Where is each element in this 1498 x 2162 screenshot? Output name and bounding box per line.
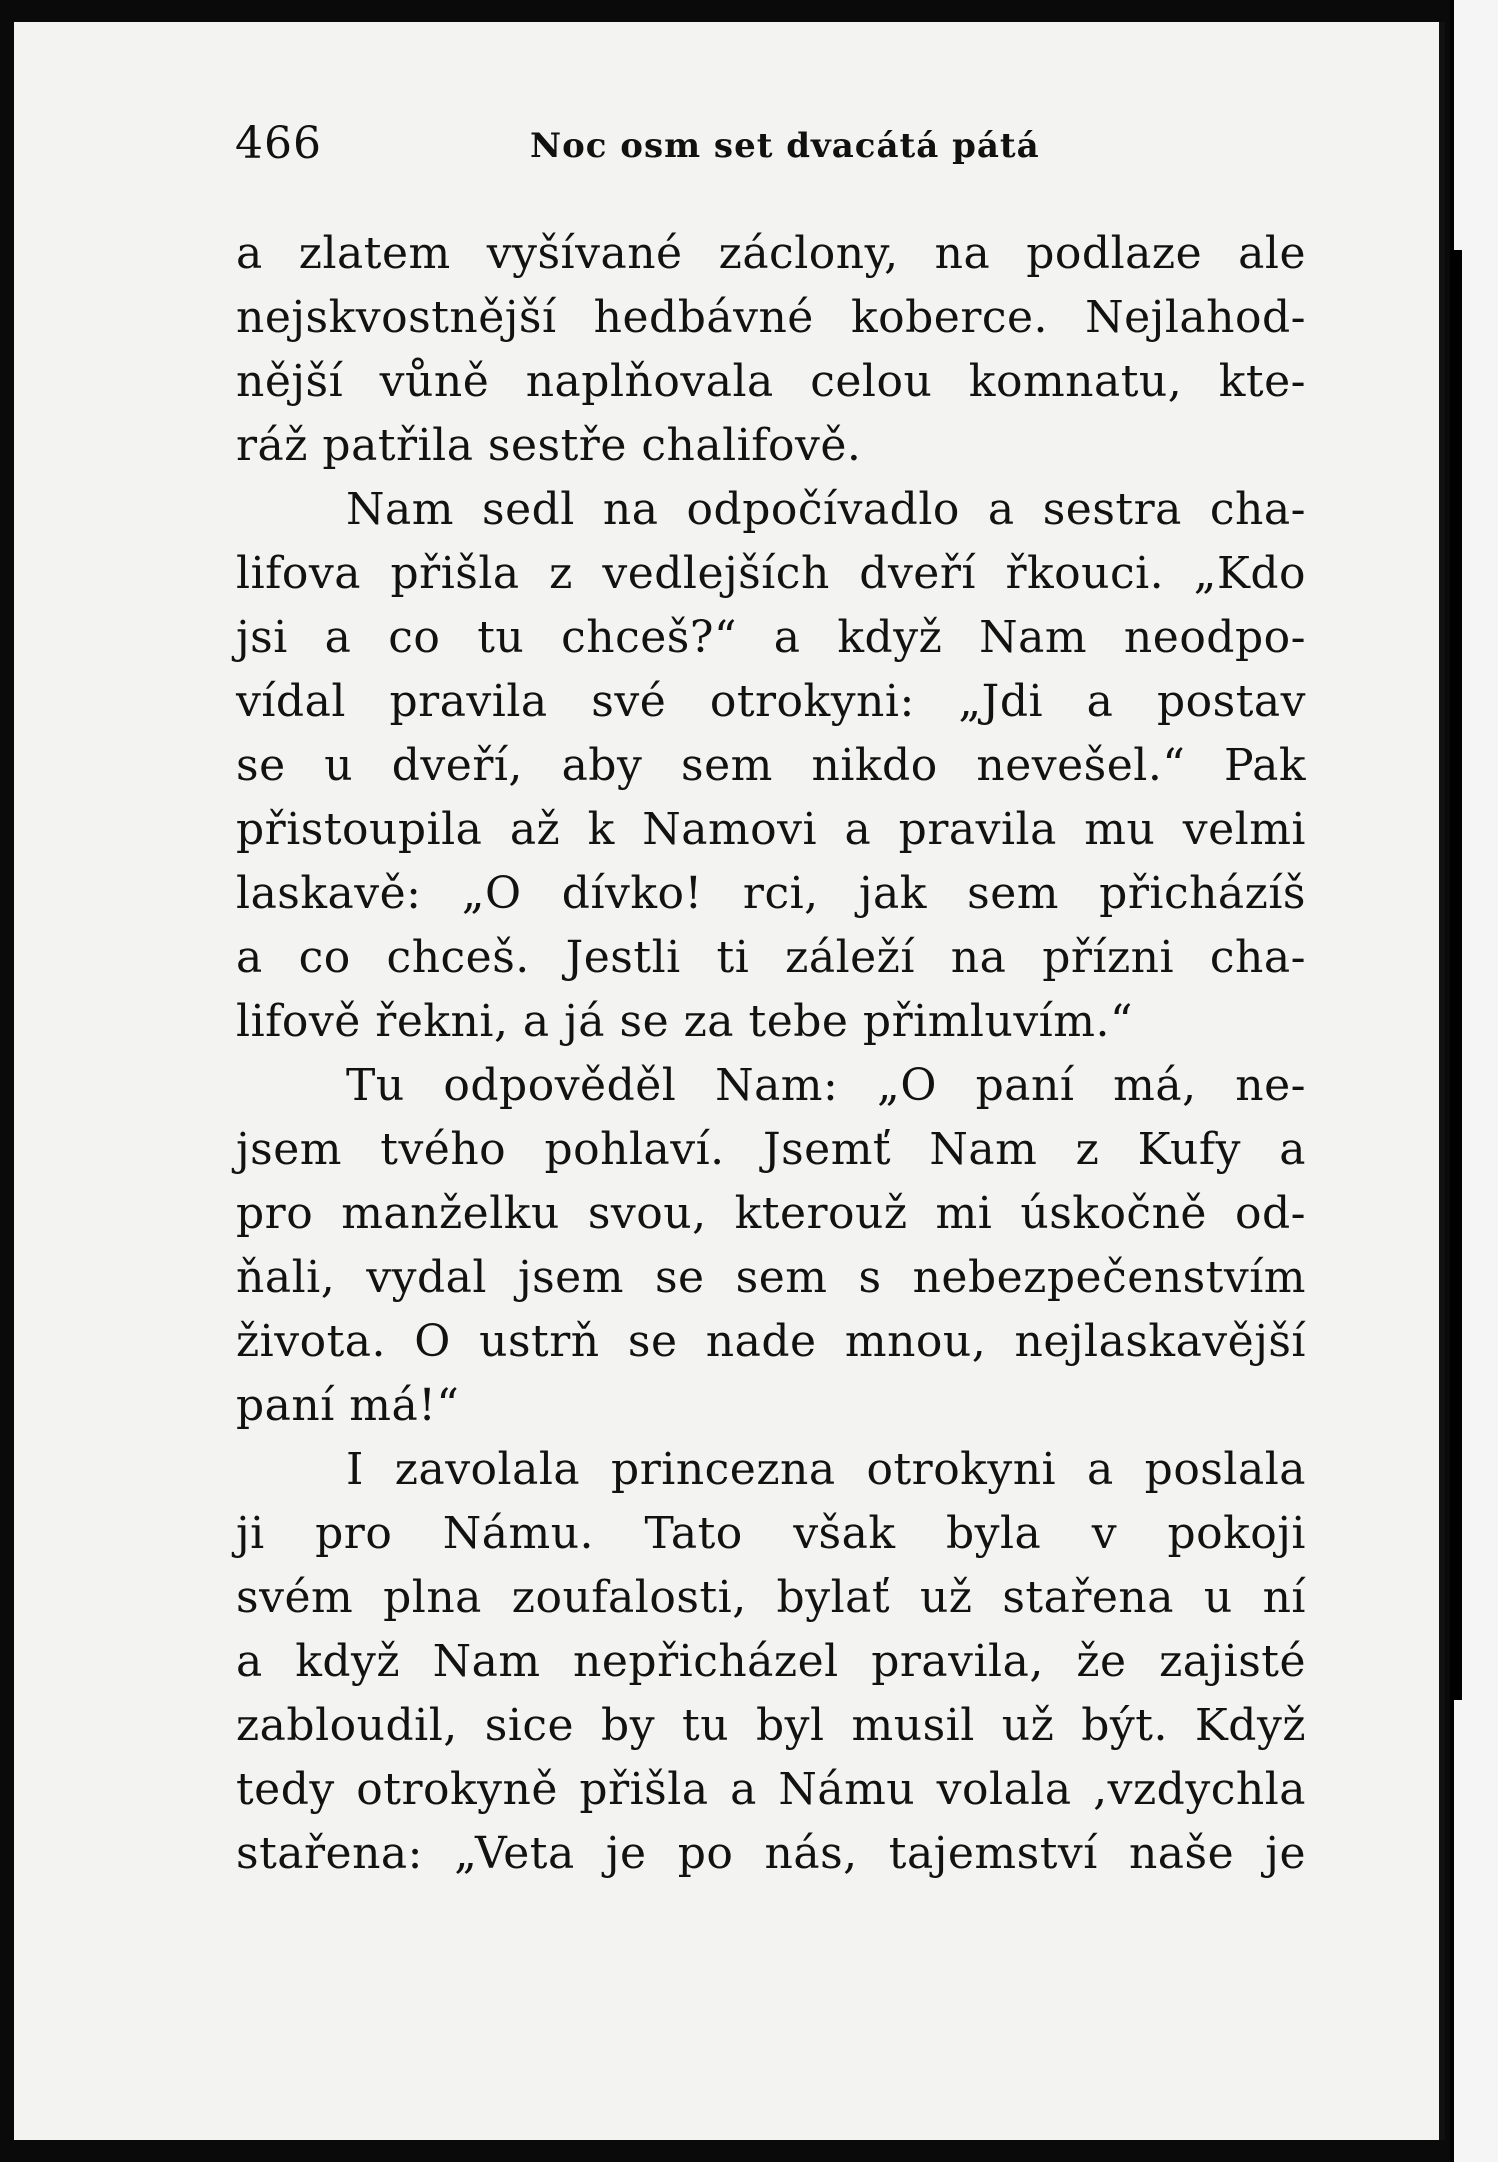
text-line: života. O ustrň se nade mnou, nejlaskavější xyxy=(236,1316,1306,1367)
text-line: jsem tvého pohlaví. Jsemť Nam z Kufy a xyxy=(236,1124,1306,1175)
text-line: lifově řekni, a já se za tebe přimluvím.“ xyxy=(236,996,1133,1047)
text-line: I zavolala princezna otrokyni a poslala xyxy=(346,1444,1306,1495)
text-line: přistoupila až k Namovi a pravila mu velmi xyxy=(236,804,1306,855)
text-line: ňali, vydal jsem se sem s nebezpečenstvím xyxy=(236,1252,1306,1303)
text-line: ráž patřila sestře chalifově. xyxy=(236,420,862,471)
binding-shadow xyxy=(1454,250,1462,1700)
page-header xyxy=(225,118,1325,178)
text-line: zabloudil, sice by tu byl musil už být. Když xyxy=(236,1700,1306,1751)
text-line: nější vůně naplňovala celou komnatu, kte- xyxy=(236,356,1306,407)
text-line: lifova přišla z vedlejších dveří řkouci. „Kdo xyxy=(236,548,1306,599)
text-line: Nam sedl na odpočívadlo a sestra cha- xyxy=(346,484,1306,535)
text-line: ji pro Námu. Tato však byla v pokoji xyxy=(236,1508,1306,1559)
text-line: tedy otrokyně přišla a Námu volala ,vzdychla xyxy=(236,1764,1306,1815)
text-line: se u dveří, aby sem nikdo nevešel.“ Pak xyxy=(236,740,1306,791)
body-text xyxy=(236,222,1306,1922)
text-line: jsi a co tu chceš?“ a když Nam neodpo- xyxy=(236,612,1306,663)
text-line: vídal pravila své otrokyni: „Jdi a postav xyxy=(236,676,1306,727)
text-line: a co chceš. Jestli ti záleží na přízni cha- xyxy=(236,932,1306,983)
running-head: Noc osm set dvacátá pátá xyxy=(530,126,1040,166)
text-line: nejskvostnější hedbávné koberce. Nejlahod- xyxy=(236,292,1306,343)
text-line: pro manželku svou, kterouž mi úskočně od- xyxy=(236,1188,1306,1239)
text-line: a zlatem vyšívané záclony, na podlaze ale xyxy=(236,228,1306,279)
text-line: a když Nam nepřicházel pravila, že zajisté xyxy=(236,1636,1306,1687)
text-line: laskavě: „O dívko! rci, jak sem přicházíš xyxy=(236,868,1306,919)
text-line: svém plna zoufalosti, bylať už stařena u ní xyxy=(236,1572,1306,1623)
page-number: 466 xyxy=(235,118,322,169)
text-line: stařena: „Veta je po nás, tajemství naše je xyxy=(236,1828,1306,1879)
text-line: paní má!“ xyxy=(236,1380,460,1431)
text-line: Tu odpověděl Nam: „O paní má, ne- xyxy=(346,1060,1306,1111)
